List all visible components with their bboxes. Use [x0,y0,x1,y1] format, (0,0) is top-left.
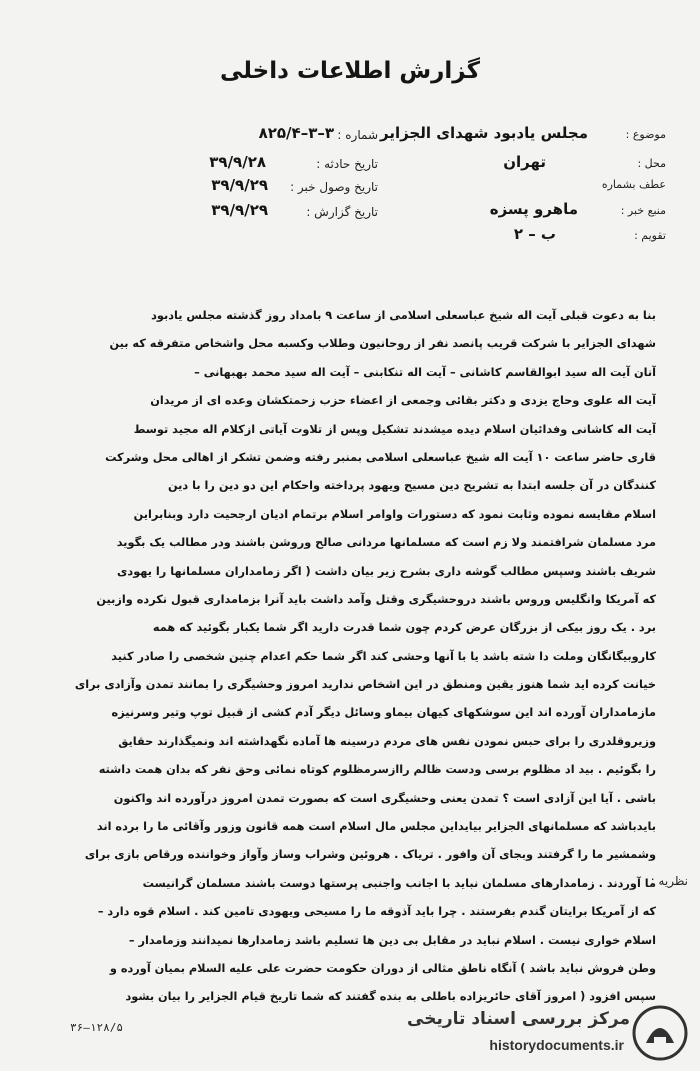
body-line: خیانت کرده اید شما هنوز یقین ومنطق در این اشخاص ندارید امروز وحشیگری را بمانند تمدن وآزادی برای [74,678,656,692]
body-line: برد . یک روز بیکی از بزرگان عرض کردم چون شما قدرت دارید اگر شما یکبار بگوئید که همه [152,621,656,635]
number-value: ۳–۳–۸۲۵/۴ [258,124,334,142]
body-line: کنندگان در آن جلسه ابتدا به تشریح دین مسیح ویهود پرداخته واحکام این دو دین را با دین [167,479,656,493]
body-line: اسلام خواری نیست . اسلام نباید در مقابل بی دین ها تسلیم باشد زمامدارها نمیدانند وزمامدار – [128,933,656,947]
number-label: شماره : [337,128,378,142]
rating-row [336,225,666,246]
location-label: محل : [637,157,666,170]
received-date-row [78,176,378,197]
archive-emblem-icon [630,1003,690,1063]
body-line: قاری حاضر ساعت ۱۰ آیت اله شیخ عباسعلی اسلامی بمنبر رفته وضمن تشکر از اهالی محل وشرکت [105,450,656,464]
body-line: آیت اله علوی وحاج یزدی و دکتر بقائی وجمعی از اعضاء حزب زحمتکشان وعده ای از مریدان [150,394,656,408]
opinion-label: نظریه : [650,874,688,888]
body-line: باشی . آیا این آزادی است ؟ تمدن یعنی وحشیگری است که بصورت تمدن امروز درآورده اند واکنون [113,791,656,805]
number-row [78,124,378,145]
body-line: شهدای الجزایر با شرکت قریب پانصد نفر از روحانیون وطلاب وکسبه محل واشخاص متفرقه که بین [109,337,656,351]
received-date-label: تاریخ وصول خبر : [290,180,378,194]
body-line: بنا به دعوت قبلی آیت اله شیخ عباسعلی اسلامی از ساعت ۹ بامداد روز گذشته مجلس یادبود [151,309,656,322]
body-line: شریف باشند وسپس مطالب گوشه داری بشرح زیر بیان داشت ( اگر زمامداران مسلمانها را یهودی [117,564,656,578]
location-value: تهران [503,153,546,171]
body-line: کاروبیگانگان وملت دا شته باشد یا با آنها وحشی کند اگر شما حکم اعدام چنین شخصی را صادر کنید [111,649,656,663]
page-title: گزارش اطلاعات داخلی [220,58,480,84]
received-date-value: ۳۹/۹/۲۹ [211,176,268,194]
source-label: منبع خبر : [620,204,666,217]
meta-right-column [336,124,666,246]
reference-label: عطف بشماره [601,178,666,191]
body-line: را بگوئیم . بید اد مظلوم برسی ودست ظالم راازسرمظلوم کوتاه نمائی وحق نفر که بدان همت داشته [98,763,656,777]
body-line: سپس افزود ( امروز آقای حائریزاده باطلی به بنده گفتند که شما تاریخ قیام الجزایر را بیان بشود [125,990,656,1004]
body-line: آنان آیت اله سید ابوالقاسم کاشانی – آیت اله تنکابنی – آیت اله سید محمد بهبهانی – [194,365,656,379]
watermark-text: مرکز بررسی اسناد تاریخی [407,1009,630,1029]
rating-value: ب – ۲ [513,225,556,243]
reference-row [336,174,666,192]
body-line: بایدباشد که مسلمانهای الجزایر بیایداین مجلس مال اسلام است همه قانون وزور وآقائی ما را برده اند [96,820,656,834]
body-line: وزیروقلدری را برای حبس نمودن نفس های مردم درسینه ها آماده نگهداشته اند ونمیگذارند حقایق [118,734,656,748]
source-row [336,200,666,221]
body-line: مازمامداران آورده اند این سوشکهای کیهان بیماو وسائل دیگر آدم کشی از قبیل توپ وتیر وسرنیزه [111,706,656,720]
body-line: وطن فروش نباید باشد ) آنگاه ناطق مثالی از دوران حکومت حضرت علی علیه السلام بمیان آورده و [109,961,656,975]
watermark [390,1003,690,1063]
body-line: مرد مسلمان شرافتمند ولا زم است که مسلمانها مردانی صالح وروشن باشند ودر مطالب یک بگوید [116,536,656,550]
report-body [56,302,656,1012]
report-date-row [78,201,378,222]
event-date-row [78,153,378,174]
subject-row [336,124,666,145]
body-line: آیت اله کاشانی وفدائیان اسلام دیده میشدند تشکیل وپس از تلاوت آیاتی ازکلام اله مجید توسط [133,422,656,436]
meta-left-column [78,124,378,222]
event-date-value: ۳۹/۹/۲۸ [209,153,266,171]
subject-label: موضوع : [625,128,666,141]
report-date-value: ۳۹/۹/۲۹ [211,201,268,219]
location-row [336,153,666,174]
body-line: که از آمریکا برایتان گندم بفرستند . چرا باید آذوقه ما را مسیحی ویهودی تامین کند . اسلام قوه دارد – [97,905,656,919]
document-number: ۳۶–۱۲۸/۵ [70,1021,123,1034]
rating-label: تقویم : [634,229,666,242]
body-line: که آمریکا وانگلیس وروس باشند دروحشیگری وقتل وآمد داشت باید آنرا بزمامداری قبول نکرده وازبین [96,592,656,606]
event-date-label: تاریخ حادثه : [316,157,378,171]
subject-value: مجلس یادبود شهدای الجزایر [379,124,588,142]
body-line: اسلام مقایسه نموده وثابت نمود که دستورات واوامر اسلام برتمام ادیان ارجحیت دارد وبنابراین [133,507,656,521]
source-value: ماهرو پسزه [489,200,578,218]
watermark-url: historydocuments.ir [489,1037,624,1053]
body-line: ما آوردند . زمامدارهای مسلمان نباید با اجانب واجنبی پرستها دوست باشند مسلمان گرانیست [142,876,656,890]
report-date-label: تاریخ گزارش : [306,205,378,219]
body-line: وشمشیر ما را گرفتند وبجای آن وافور . تریاک . هروئین وشراب وساز وآواز وخواننده ورقاص بازی برای [84,848,656,862]
